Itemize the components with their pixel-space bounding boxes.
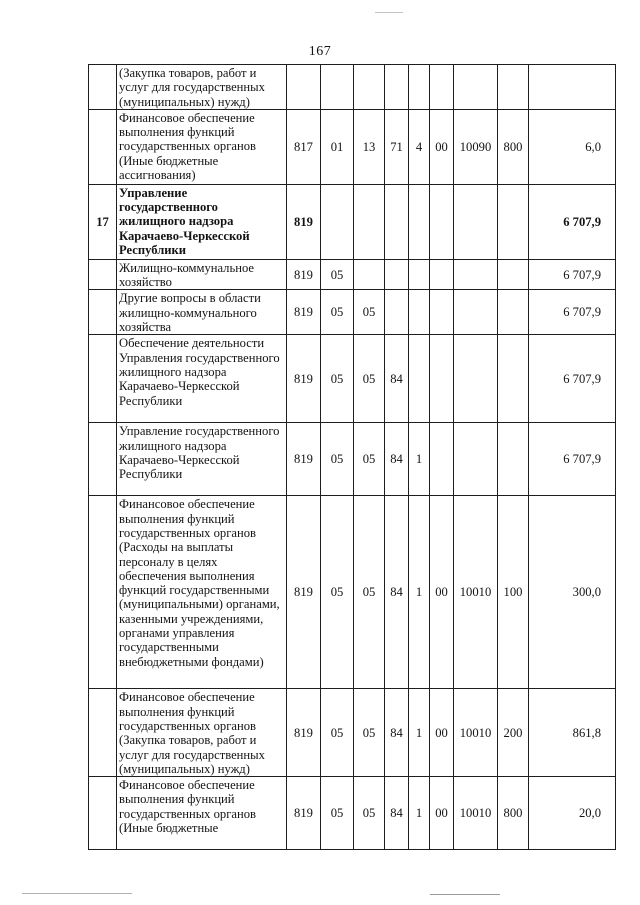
item-name-cell: Управление государственного жилищного надзора Карачаево-Черкесской Республики	[117, 423, 287, 496]
expense-type-cell	[498, 335, 529, 423]
table-row	[89, 423, 616, 496]
program-code-cell: 71	[385, 109, 409, 184]
expense-code-cell	[454, 259, 498, 290]
expense-type-cell: 800	[498, 777, 529, 850]
expense-type-cell: 800	[498, 109, 529, 184]
expense-type-cell	[498, 184, 529, 259]
expense-type-cell	[498, 259, 529, 290]
table-row	[89, 65, 616, 110]
table-row	[89, 689, 616, 777]
ministry-code-cell: 819	[287, 496, 321, 689]
subprogram-code-cell: 1	[409, 423, 430, 496]
expense-code-cell: 10090	[454, 109, 498, 184]
item-name-cell: Финансовое обеспечение выполнения функций государственных органов (Иные бюджетные ассигнования)	[117, 109, 287, 184]
row-number-cell: 17	[89, 184, 117, 259]
amount-cell: 300,0	[529, 496, 616, 689]
row-number-cell	[89, 496, 117, 689]
amount-cell: 20,0	[529, 777, 616, 850]
budget-table	[88, 64, 616, 850]
expense-type-cell	[498, 423, 529, 496]
row-number-cell	[89, 290, 117, 335]
amount-cell: 6 707,9	[529, 290, 616, 335]
table-row	[89, 777, 616, 850]
amount-cell: 6 707,9	[529, 423, 616, 496]
item-name-cell: Жилищно-коммунальное хозяйство	[117, 259, 287, 290]
ministry-code-cell: 819	[287, 423, 321, 496]
expense-type-cell	[498, 290, 529, 335]
subsection-code-cell: 05	[354, 290, 385, 335]
subprogram-code-cell	[409, 290, 430, 335]
direction-code-cell: 00	[430, 689, 454, 777]
table-row	[89, 290, 616, 335]
subsection-code-cell: 13	[354, 109, 385, 184]
expense-code-cell	[454, 423, 498, 496]
item-name-cell: Финансовое обеспечение выполнения функций государственных органов (Расходы на выплаты персоналу в целях обеспечения выполнения функций государственными (муниципальными) органами, казенными учреждениями, органами управления государственными внебюджетными фондами)	[117, 496, 287, 689]
section-code-cell: 05	[321, 777, 354, 850]
subprogram-code-cell	[409, 259, 430, 290]
program-code-cell	[385, 65, 409, 110]
table-row	[89, 109, 616, 184]
ministry-code-cell: 819	[287, 259, 321, 290]
section-code-cell	[321, 65, 354, 110]
subprogram-code-cell	[409, 65, 430, 110]
section-code-cell: 05	[321, 423, 354, 496]
item-name-cell: Другие вопросы в области жилищно-коммунального хозяйства	[117, 290, 287, 335]
program-code-cell	[385, 259, 409, 290]
expense-type-cell: 200	[498, 689, 529, 777]
expense-code-cell: 10010	[454, 689, 498, 777]
direction-code-cell: 00	[430, 777, 454, 850]
section-code-cell	[321, 184, 354, 259]
expense-code-cell	[454, 65, 498, 110]
subsection-code-cell: 05	[354, 496, 385, 689]
item-name-cell: Обеспечение деятельности Управления государственного жилищного надзора Карачаево-Черкесской Республики	[117, 335, 287, 423]
direction-code-cell: 00	[430, 496, 454, 689]
direction-code-cell: 00	[430, 109, 454, 184]
program-code-cell: 84	[385, 777, 409, 850]
subprogram-code-cell	[409, 335, 430, 423]
subsection-code-cell	[354, 65, 385, 110]
subprogram-code-cell: 1	[409, 496, 430, 689]
program-code-cell	[385, 290, 409, 335]
row-number-cell	[89, 777, 117, 850]
section-code-cell: 01	[321, 109, 354, 184]
amount-cell: 6 707,9	[529, 335, 616, 423]
subsection-code-cell	[354, 184, 385, 259]
direction-code-cell	[430, 335, 454, 423]
direction-code-cell	[430, 65, 454, 110]
subsection-code-cell: 05	[354, 689, 385, 777]
scan-artifact	[430, 894, 500, 895]
program-code-cell: 84	[385, 423, 409, 496]
expense-code-cell	[454, 290, 498, 335]
scan-artifact	[375, 12, 403, 13]
table-row	[89, 184, 616, 259]
row-number-cell	[89, 259, 117, 290]
subsection-code-cell: 05	[354, 777, 385, 850]
program-code-cell: 84	[385, 689, 409, 777]
expense-code-cell	[454, 184, 498, 259]
subprogram-code-cell: 4	[409, 109, 430, 184]
ministry-code-cell	[287, 65, 321, 110]
section-code-cell: 05	[321, 689, 354, 777]
section-code-cell: 05	[321, 335, 354, 423]
subsection-code-cell: 05	[354, 335, 385, 423]
amount-cell: 861,8	[529, 689, 616, 777]
row-number-cell	[89, 65, 117, 110]
amount-cell	[529, 65, 616, 110]
scan-artifact	[22, 893, 132, 894]
amount-cell: 6 707,9	[529, 184, 616, 259]
ministry-code-cell: 819	[287, 335, 321, 423]
program-code-cell: 84	[385, 335, 409, 423]
subsection-code-cell: 05	[354, 423, 385, 496]
row-number-cell	[89, 109, 117, 184]
section-code-cell: 05	[321, 496, 354, 689]
program-code-cell	[385, 184, 409, 259]
row-number-cell	[89, 423, 117, 496]
section-code-cell: 05	[321, 290, 354, 335]
direction-code-cell	[430, 290, 454, 335]
table-row	[89, 259, 616, 290]
ministry-code-cell: 819	[287, 689, 321, 777]
ministry-code-cell: 819	[287, 184, 321, 259]
ministry-code-cell: 819	[287, 290, 321, 335]
item-name-cell: Финансовое обеспечение выполнения функций государственных органов (Иные бюджетные	[117, 777, 287, 850]
direction-code-cell	[430, 259, 454, 290]
subprogram-code-cell: 1	[409, 689, 430, 777]
ministry-code-cell: 817	[287, 109, 321, 184]
subsection-code-cell	[354, 259, 385, 290]
expense-code-cell	[454, 335, 498, 423]
expense-type-cell: 100	[498, 496, 529, 689]
page-number: 167	[308, 44, 332, 59]
item-name-cell: (Закупка товаров, работ и услуг для государственных (муниципальных) нужд)	[117, 65, 287, 110]
table-row	[89, 335, 616, 423]
budget-table-body	[89, 65, 616, 850]
amount-cell: 6,0	[529, 109, 616, 184]
row-number-cell	[89, 335, 117, 423]
table-row	[89, 496, 616, 689]
subprogram-code-cell	[409, 184, 430, 259]
section-code-cell: 05	[321, 259, 354, 290]
row-number-cell	[89, 689, 117, 777]
expense-code-cell: 10010	[454, 777, 498, 850]
ministry-code-cell: 819	[287, 777, 321, 850]
amount-cell: 6 707,9	[529, 259, 616, 290]
expense-type-cell	[498, 65, 529, 110]
subprogram-code-cell: 1	[409, 777, 430, 850]
expense-code-cell: 10010	[454, 496, 498, 689]
direction-code-cell	[430, 184, 454, 259]
direction-code-cell	[430, 423, 454, 496]
program-code-cell: 84	[385, 496, 409, 689]
item-name-cell: Финансовое обеспечение выполнения функций государственных органов (Закупка товаров, работ и услуг для государственных (муниципальных) нужд)	[117, 689, 287, 777]
item-name-cell: Управление государственного жилищного надзора Карачаево-Черкесской Республики	[117, 184, 287, 259]
